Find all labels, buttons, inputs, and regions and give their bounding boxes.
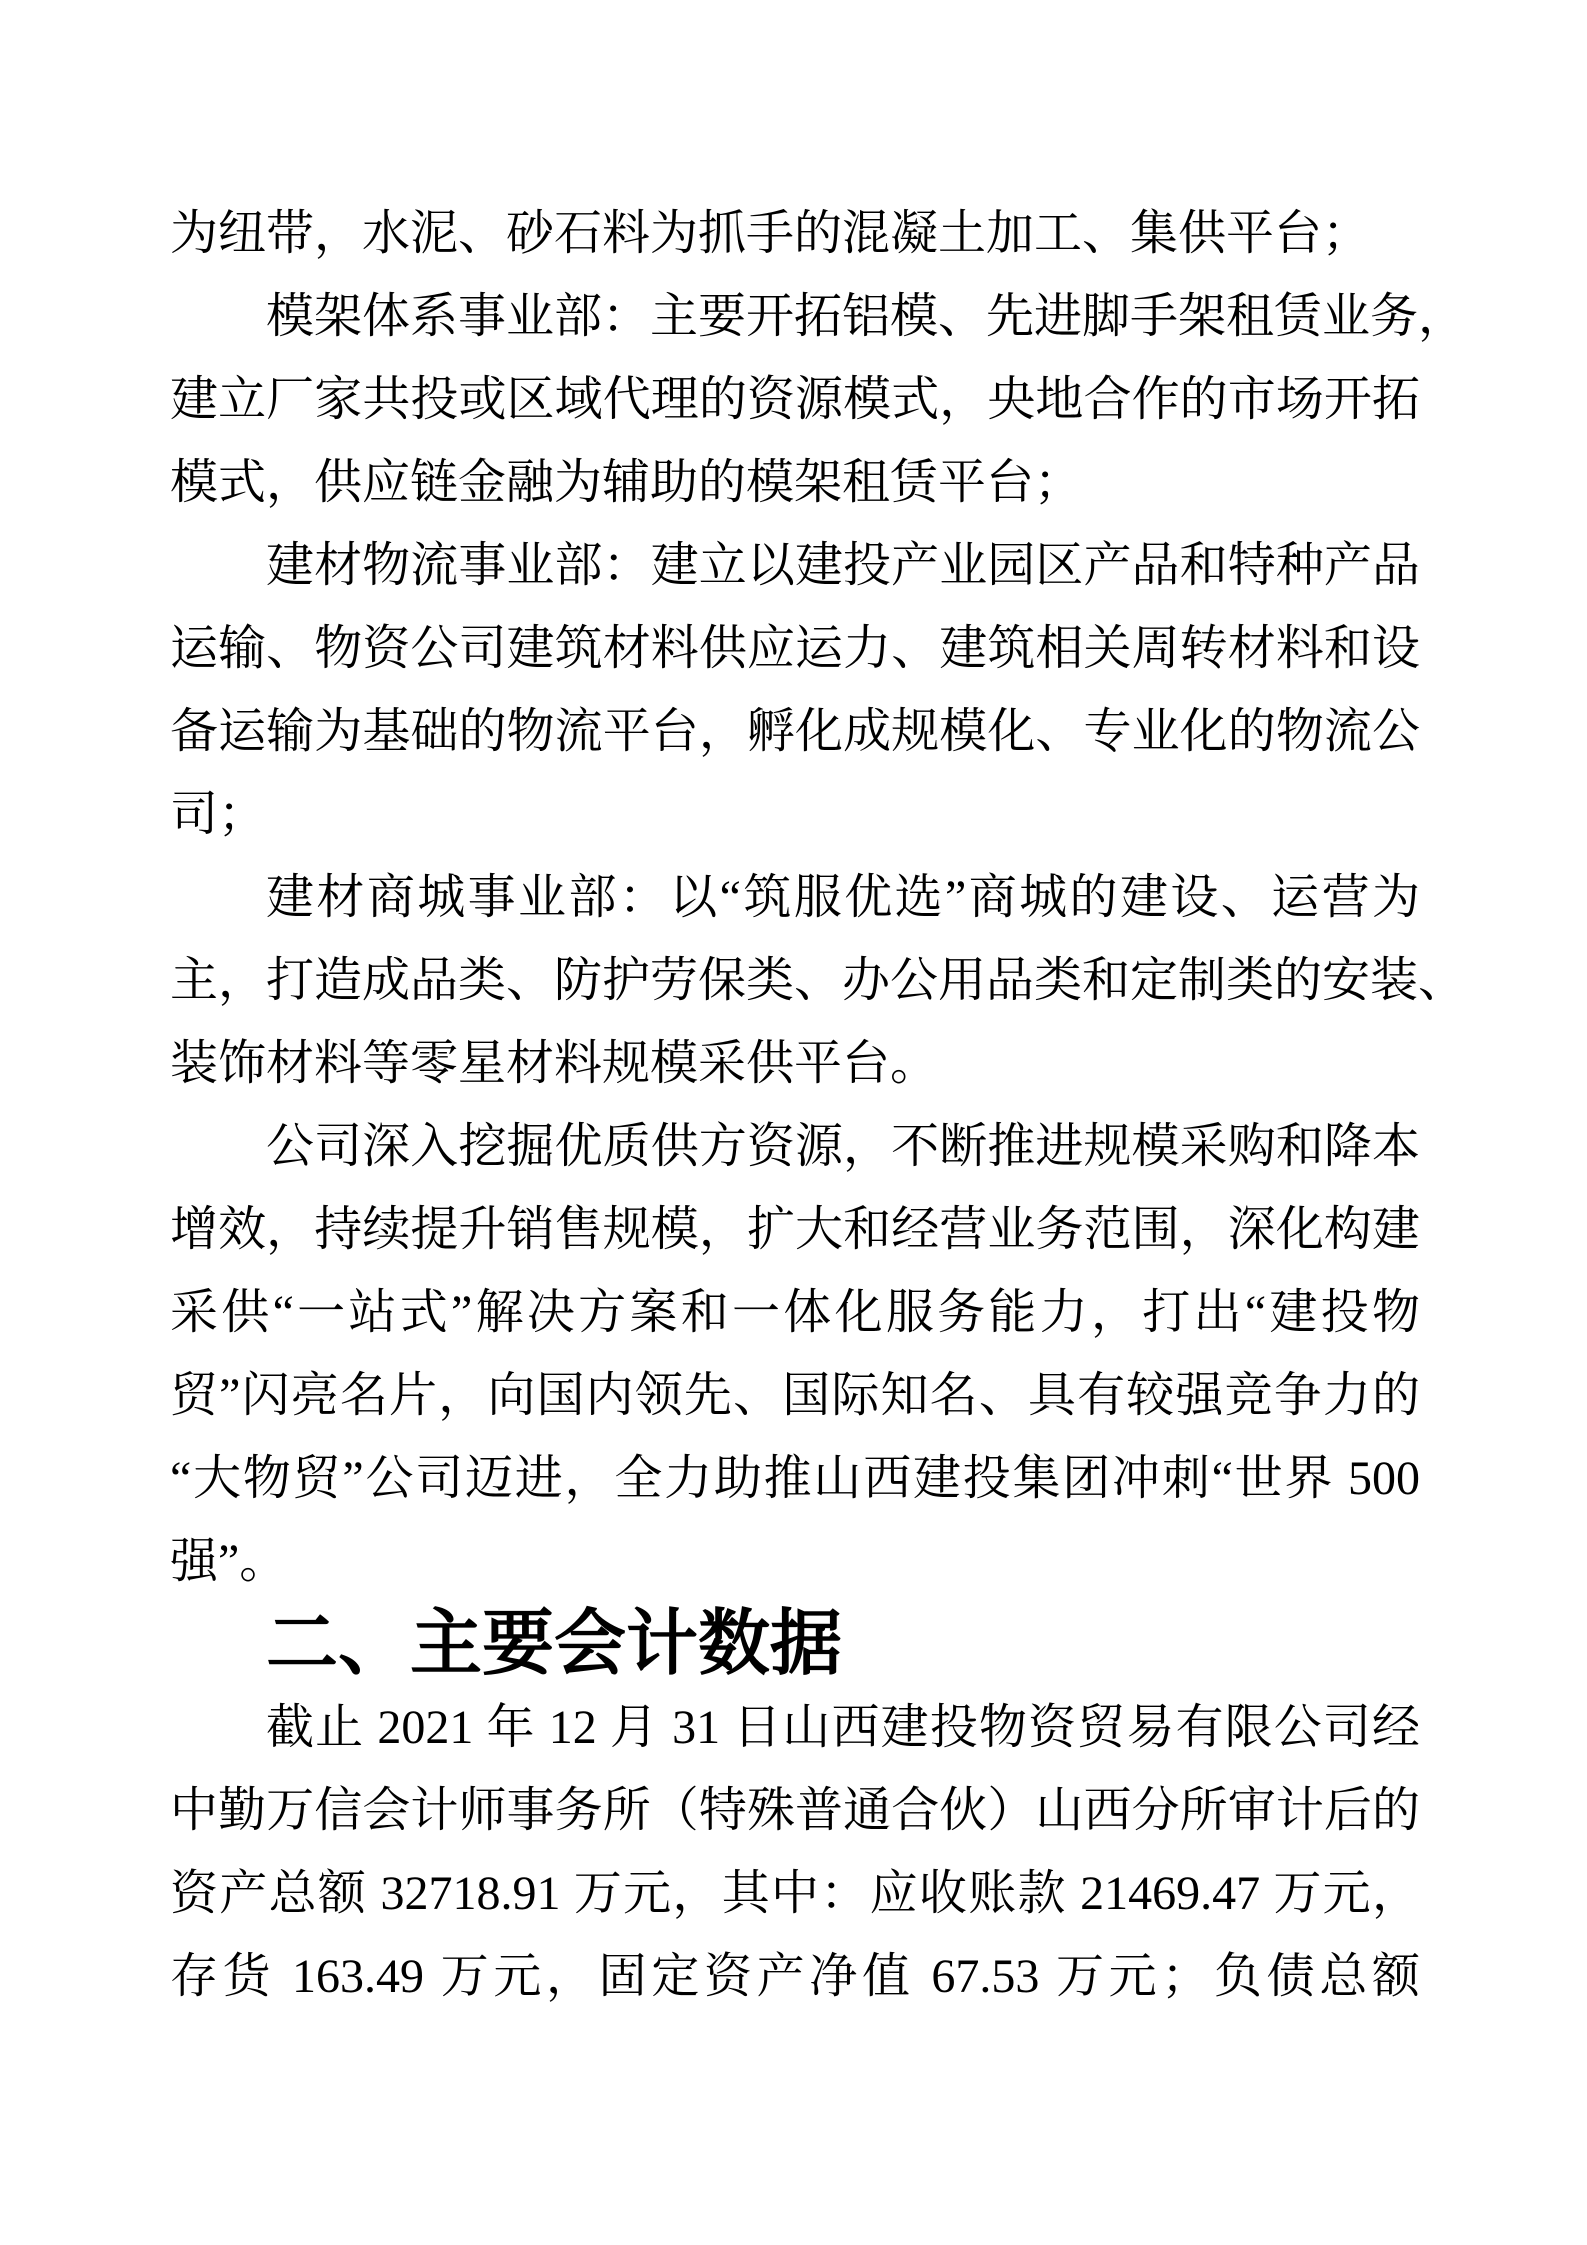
section-heading: 二、主要会计数据 [266, 1604, 843, 1684]
body-line: 模架体系事业部：主要开拓铝模、先进脚手架租赁业务， [266, 290, 1467, 343]
body-line: 模式，供应链金融为辅助的模架租赁平台； [170, 456, 1083, 509]
body-line: 为纽带，水泥、砂石料为抓手的混凝土加工、集供平台； [170, 207, 1371, 260]
body-line: 建材商城事业部：以“筑服优选”商城的建设、运营为 [266, 871, 1420, 924]
body-line: 中勤万信会计师事务所（特殊普通合伙）山西分所审计后的 [170, 1784, 1420, 1837]
body-line: 装饰材料等零星材料规模采供平台。 [170, 1037, 939, 1090]
body-line: 建材物流事业部：建立以建投产业园区产品和特种产品 [266, 539, 1420, 592]
body-line: 运输、物资公司建筑材料供应运力、建筑相关周转材料和设 [170, 622, 1420, 675]
body-line: 采供“一站式”解决方案和一体化服务能力，打出“建投物 [170, 1286, 1420, 1339]
body-line: 主，打造成品类、防护劳保类、办公用品类和定制类的安装、 [170, 954, 1467, 1007]
body-line: 司； [170, 788, 267, 841]
body-line: 备运输为基础的物流平台，孵化成规模化、专业化的物流公 [170, 705, 1420, 758]
body-line: 强”。 [170, 1535, 288, 1588]
body-line: 增效，持续提升销售规模，扩大和经营业务范围，深化构建 [170, 1203, 1420, 1256]
body-line: 建立厂家共投或区域代理的资源模式，央地合作的市场开拓 [170, 373, 1420, 426]
body-line: 截止 2021 年 12 月 31 日山西建投物资贸易有限公司经 [266, 1701, 1420, 1754]
document-body [170, 192, 1467, 2018]
body-line: 存货 163.49 万元，固定资产净值 67.53 万元；负债总额 [170, 1950, 1420, 2003]
body-line: 公司深入挖掘优质供方资源，不断推进规模采购和降本 [266, 1120, 1420, 1173]
body-line: 资产总额 32718.91 万元，其中：应收账款 21469.47 万元， [170, 1867, 1420, 1920]
body-line: 贸”闪亮名片，向国内领先、国际知名、具有较强竞争力的 [170, 1369, 1420, 1422]
body-line: “大物贸”公司迈进，全力助推山西建投集团冲刺“世界 500 [170, 1452, 1420, 1505]
